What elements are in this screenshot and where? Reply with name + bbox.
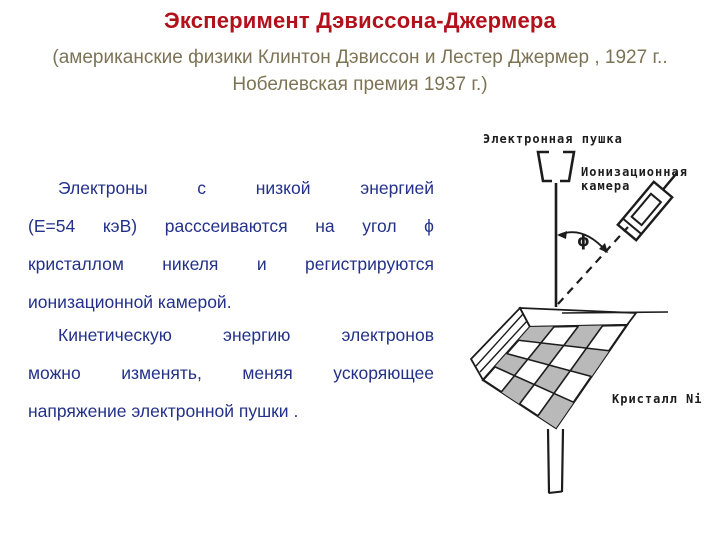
- angle-label: ϕ: [577, 231, 590, 250]
- subtitle-line-2: Нобелевская премия 1937 г.): [232, 74, 488, 95]
- electron-gun-label: Электронная пушка: [483, 132, 623, 146]
- subtitle-line-1: (американские физики Клинтон Дэвиссон и Лестер Джермер , 1927 г..: [52, 47, 668, 68]
- text-line: Электроны с низкой энергией: [58, 178, 434, 198]
- experiment-diagram: [440, 115, 720, 540]
- text-line: (Е=54 кэВ) расссеиваются на угол ϕ: [28, 216, 434, 236]
- text-line: напряжение электронной пушки .: [28, 401, 299, 421]
- page-title: Эксперимент Дэвиссона-Джермера: [164, 8, 556, 33]
- crystal-pointer-line: [562, 312, 668, 313]
- text-line: можно изменять, меняя ускоряющее: [28, 363, 434, 383]
- crystal-label: Кристалл Ni: [612, 392, 703, 406]
- svg-text:камера: камера: [581, 179, 631, 193]
- crystal-stem: [548, 429, 563, 493]
- text-line: ионизационной камерой.: [28, 292, 232, 312]
- body-paragraph-2: [28, 316, 434, 430]
- electron-gun-icon: [538, 152, 574, 181]
- svg-text:Ионизационная: Ионизационная: [581, 165, 688, 179]
- text-line: Кинетическую энергию электронов: [58, 325, 434, 345]
- body-paragraph-1: [28, 169, 434, 321]
- text-line: кристаллом никеля и регистрируются: [28, 254, 434, 274]
- subtitle: [0, 44, 720, 98]
